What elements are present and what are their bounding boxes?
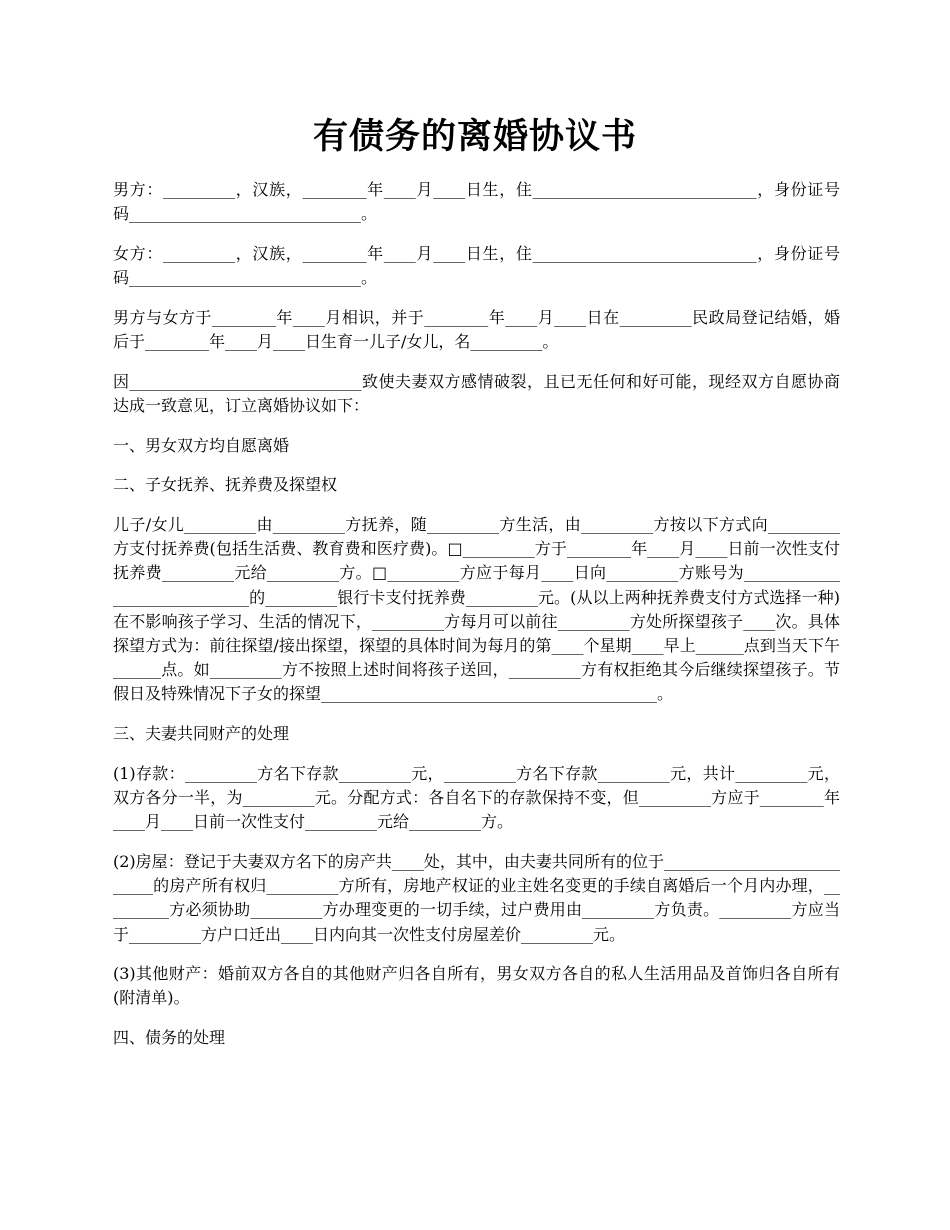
document-title: 有债务的离婚协议书 — [312, 117, 637, 157]
paragraph-reason: 因_____________________________致使夫妻双方感情破裂，且已无任何和好可能，现经双方自愿协商达成一致意见，订立离婚协议如下： — [113, 371, 840, 415]
section-heading-child-custody: 二、子女抚养、抚养费及探望权 — [113, 475, 338, 495]
section-heading-debts: 四、债务的处理 — [113, 1028, 226, 1048]
paragraph-housing: (2)房屋：登记于夫妻双方名下的房产共____处，其中，由夫妻共同所有的位于___________________________的房产所有权归_________方所有，房地产权证的业主姓名变更的手续自离婚后一个月内办理，_________方必须协助_________方办理变更的一切手续，过户费用由_________方负责。_________方应当于_________方户口迁出____日内向其一次性支付房屋差价_________元。 — [113, 851, 840, 944]
paragraph-child-custody: 儿子/女儿_________由_________方抚养，随_________方生活，由_________方按以下方式向_________方支付抚养费(包括生活费、教育费和医疗费)。□_________方于________年____月____日前一次性支付抚养费_________元给_________方。□_________方应于每月____日向_________方账号为_____________________________的_________银行卡支付抚养费_________元。(从以上两种抚养费支付方式选择一种)在不影响孩子学习、生活的情况下，_________方每月可以前往_________方处所探望孩子____次。具体探望方式为：前往探望/接出探望，探望的具体时间为每月的第____个星期____早上______点到当天下午______点。如_________方不按照上述时间将孩子送回，_________方有权拒绝其今后继续探望孩子。节假日及特殊情况下子女的探望__________________________________________。 — [113, 515, 840, 704]
paragraph-marriage-info: 男方与女方于________年____月相识，并于________年____月____日在_________民政局登记结婚，婚后于________年____月____日生育一儿子/女儿，名_________。 — [113, 307, 840, 352]
document-body — [113, 178, 840, 1066]
paragraph-male-party: 男方：_________，汉族，________年____月____日生，住____________________________，身份证号码_____________________________。 — [113, 180, 840, 224]
section-heading-divorce: 一、男女双方均自愿离婚 — [113, 435, 290, 455]
paragraph-female-party: 女方：_________，汉族，________年____月____日生，住____________________________，身份证号码_____________________________。 — [113, 243, 840, 288]
section-heading-joint-property: 三、夫妻共同财产的处理 — [113, 724, 290, 744]
paragraph-other-property: (3)其他财产：婚前双方各自的其他财产归各自所有，男女双方各自的私人生活用品及首饰归各自所有(附清单)。 — [113, 964, 840, 1008]
paragraph-deposits: (1)存款：_________方名下存款_________元，_________方名下存款_________元，共计_________元，双方各分一半，为_________元。分配方式：各自名下的存款保持不变，但_________方应于________年____月____日前一次性支付_________元给_________方。 — [113, 763, 840, 832]
